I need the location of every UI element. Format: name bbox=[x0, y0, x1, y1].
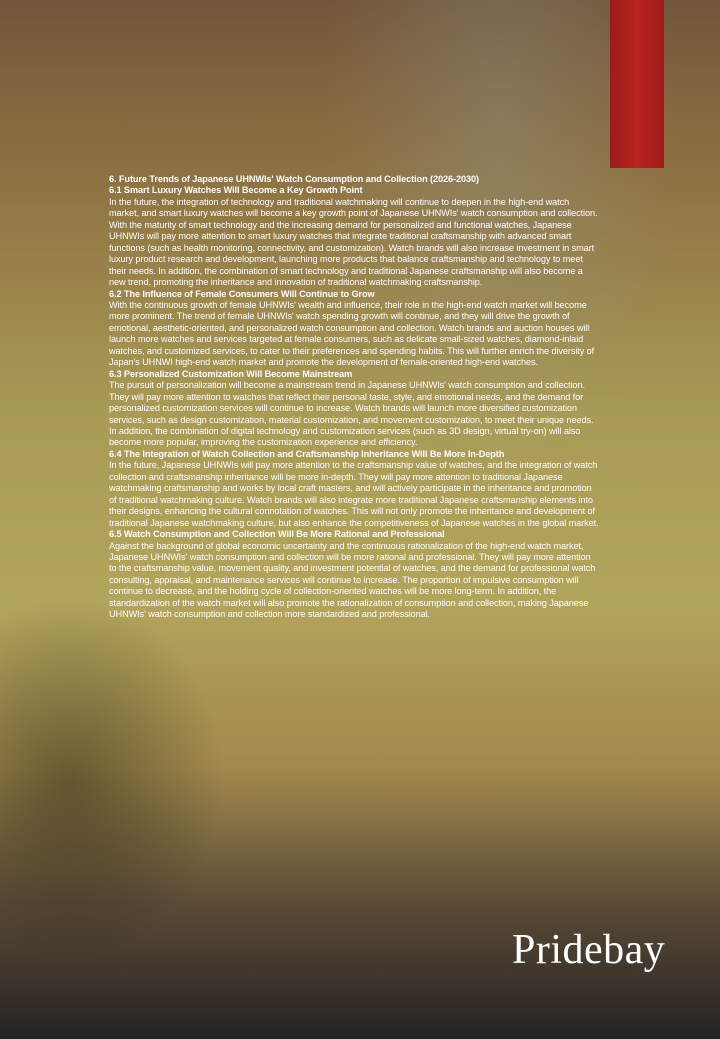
brand-logo: Pridebay bbox=[512, 927, 666, 973]
section-heading: 6.4 The Integration of Watch Collection and Craftsmanship Inheritance Will Be More In-Depth bbox=[109, 448, 505, 459]
section-body: With the continuous growth of female UHNWIs' wealth and influence, their role in the high-end watch market will become more prominent. The trend of female UHNWIs' watch spending growth will continue, and they will drive the growth of emotional, aesthetic-oriented, and personalized watch consumption and collection. Watch brands and auction houses will launch more watches and services targeted at female consumers, such as delicate small-sized watches, diamond-inlaid watches, and customized services, to cater to their preferences and spending habits. This will further enrich the diversity of Japan's UHNWI high-end watch market and promote the development of female-oriented high-end watches. bbox=[109, 299, 595, 368]
page-title: 6. Future Trends of Japanese UHNWIs' Watch Consumption and Collection (2026-2030) bbox=[109, 174, 479, 184]
section-heading: 6.1 Smart Luxury Watches Will Become a Key Growth Point bbox=[109, 185, 363, 196]
document-content bbox=[109, 174, 599, 621]
section-heading: 6.2 The Influence of Female Consumers Will Continue to Grow bbox=[109, 288, 375, 299]
section-body: In the future, Japanese UHNWIs will pay more attention to the craftsmanship value of watches, and the integration of watch collection and craftsmanship inheritance will be more in-depth. They will pay more attention to traditional Japanese watchmaking craftsmanship and works by local craft masters, and will actively participate in the inheritance and promotion of traditional watchmaking culture. Watch brands will also integrate more traditional Japanese craftsmanship elements into their designs, enhancing the cultural connotation of watches. This will not only promote the inheritance and development of traditional Japanese watchmaking culture, but also enhance the competitiveness of Japanese watches in the global market. bbox=[109, 460, 599, 528]
section-body: The pursuit of personalization will become a mainstream trend in Japanese UHNWIs' watch consumption and collection. They will pay more attention to watches that reflect their personal taste, style, and emotional needs, and the demand for personalized customization services will continue to increase. Watch brands will launch more diversified customization services, such as design customization, material customization, and movement customization, to meet their unique needs. In addition, the combination of digital technology and customization services (such as 3D design, virtual try-on) will also become more popular, improving the customization experience and efficiency. bbox=[109, 380, 594, 448]
section-body: Against the background of global economic uncertainty and the continuous rationalization of the high-end watch market, Japanese UHNWIs' watch consumption and collection will be more rational and professional. They will pay more attention to the craftsmanship value, movement quality, and investment potential of watches, and the demand for professional watch consulting, appraisal, and maintenance services will continue to increase. The proportion of impulsive consumption will continue to decrease, and the holding cycle of collection-oriented watches will be more long-term. In addition, the standardization of the watch market will also promote the rationalization of consumption and collection, making Japanese UHNWIs' watch consumption and collection more standardized and professional. bbox=[109, 540, 596, 620]
bookmark-ribbon bbox=[610, 0, 664, 168]
section-body: In the future, the integration of technology and traditional watchmaking will continue to deepen in the high-end watch market, and smart luxury watches will become a key growth point of Japanese UHNWIs' watch consumption and collection. With the maturity of smart technology and the increasing demand for personalized and functional watches, Japanese UHNWIs will pay more attention to smart luxury watches that integrate traditional craftsmanship with advanced smart functions (such as health monitoring, connectivity, and customization). Watch brands will also increase investment in smart luxury product research and development, launching more products that balance craftsmanship and technology to meet their needs. In addition, the combination of smart technology and traditional Japanese craftsmanship will also become a new trend, promoting the inheritance and innovation of traditional watchmaking craftsmanship. bbox=[109, 196, 598, 288]
section-heading: 6.3 Personalized Customization Will Become Mainstream bbox=[109, 368, 353, 379]
section-heading: 6.5 Watch Consumption and Collection Will Be More Rational and Professional bbox=[109, 529, 445, 540]
